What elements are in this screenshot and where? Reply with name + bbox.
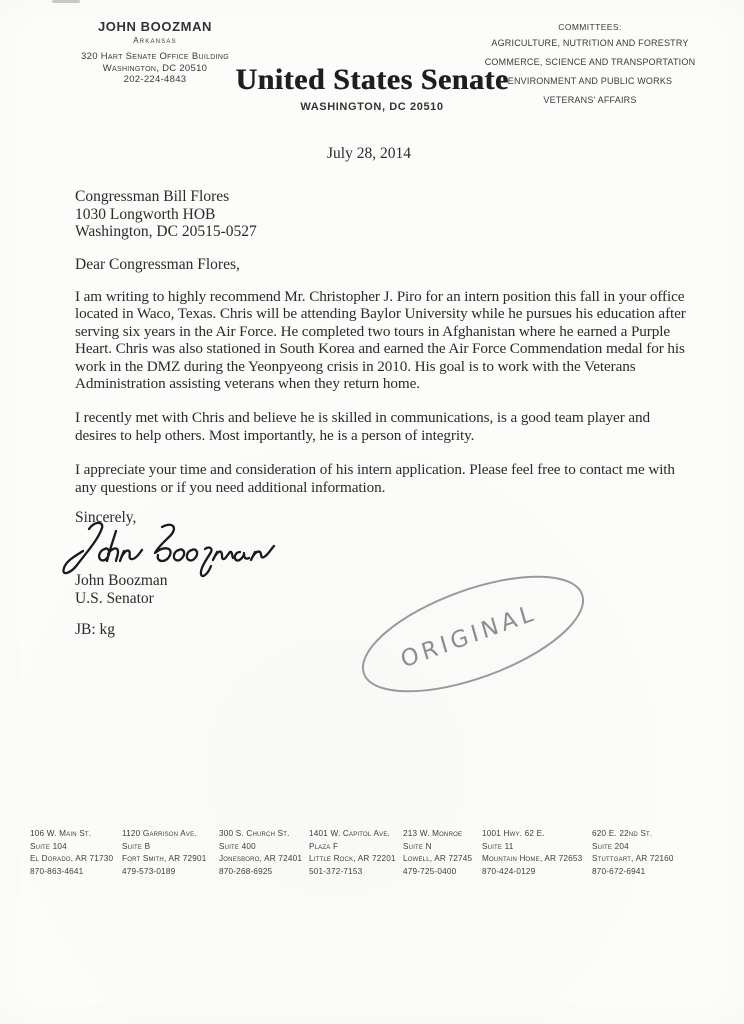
office-address: 213 W. Monroe Suite N Lowell, AR 72745 479-725-0400 — [403, 829, 473, 876]
salutation: Dear Congressman Flores, — [75, 256, 240, 273]
body-paragraph: I recently met with Chris and believe he is skilled in communications, is a good team player and desires to help others. Most importantly, he is a person of integrity. — [75, 409, 650, 444]
letter-date: July 28, 2014 — [327, 145, 411, 162]
committee-item: ENVIRONMENT AND PUBLIC WORKS — [507, 76, 673, 86]
office-address: 300 S. Church St. Suite 400 Jonesboro, AR 72401 870-268-6925 — [219, 829, 303, 876]
office-address: 1001 Hwy. 62 E. Suite 11 Mountain Home, AR 72653 870-424-0129 — [482, 829, 583, 876]
signer-name: John Boozman — [75, 572, 168, 589]
sender-name: JOHN BOOZMAN — [97, 19, 213, 34]
office-addresses-footer — [30, 828, 730, 878]
committee-item: VETERANS' AFFAIRS — [543, 95, 637, 105]
sender-phone: 202-224-4843 — [123, 74, 187, 85]
office-address: 106 W. Main St. Suite 104 El Dorado, AR 71730 870-863-4641 — [30, 829, 114, 876]
recipient-line: Congressman Bill Flores — [75, 188, 230, 205]
office-address: 620 E. 22nd St. Suite 204 Stuttgart, AR 72160 870-672-6941 — [592, 829, 674, 876]
recipient-address-block — [75, 188, 257, 241]
reference-initials: JB: kg — [75, 621, 116, 638]
senate-title: United States Senate — [235, 63, 509, 96]
committees-heading: COMMITTEES: — [558, 22, 622, 32]
recipient-line: Washington, DC 20515-0527 — [75, 223, 257, 241]
sender-state: Arkansas — [133, 36, 177, 45]
committees-block — [452, 22, 728, 108]
sender-address-line2: Washington, DC 20510 — [102, 62, 208, 74]
committee-item: COMMERCE, SCIENCE AND TRANSPORTATION — [484, 57, 696, 67]
signer-block — [75, 572, 168, 607]
office-address: 1120 Garrison Ave. Suite B Fort Smith, AR 72901 479-573-0189 — [122, 829, 207, 876]
senate-city-line: WASHINGTON, DC 20510 — [300, 101, 444, 113]
body-paragraph: I appreciate your time and consideration of his intern application. Please feel free to contact me with any questions or if you need additional information. — [75, 461, 675, 496]
sender-address-line1: 320 Hart Senate Office Building — [81, 51, 229, 62]
closing: Sincerely, — [75, 509, 137, 526]
office-address: 1401 W. Capitol Ave. Plaza F Little Rock, AR 72201 501-372-7153 — [309, 829, 396, 876]
recipient-line: 1030 Longworth HOB — [75, 205, 216, 223]
committee-item: AGRICULTURE, NUTRITION AND FORESTRY — [491, 38, 689, 48]
original-stamp — [352, 566, 600, 706]
letter-body — [75, 288, 691, 513]
signer-title: U.S. Senator — [75, 589, 154, 607]
scan-artifact-smudge — [52, 0, 80, 3]
body-paragraph: I am writing to highly recommend Mr. Christopher J. Piro for an intern position this fall in your office located in Waco, Texas. Chris will be attending Baylor University while he pursues his education after serving six years in the Air Force. He completed two tours in Afghanistan where he earned a Purple Heart. Chris was also stationed in South Korea and earned the Air Force Commendation medal for his work in the DMZ during the Yeonpyeong crisis in 2010. His goal is to work with the Veterans Administration assisting veterans when they return home. — [75, 288, 686, 393]
stamp-text: ORIGINAL — [397, 599, 540, 674]
